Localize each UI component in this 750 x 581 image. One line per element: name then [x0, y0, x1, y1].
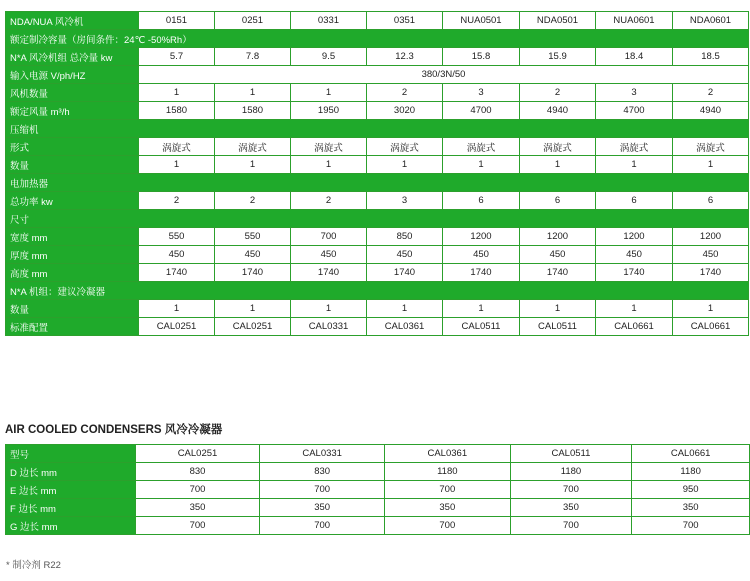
value-cell: 450: [596, 246, 673, 264]
value-cell: 1200: [596, 228, 673, 246]
spec-row-height: [6, 264, 749, 282]
value-cell: 涡旋式: [520, 138, 596, 156]
value-cell: 6: [443, 192, 520, 210]
value-cell: 4940: [520, 102, 596, 120]
value-cell: 700: [384, 517, 510, 535]
value-cell: 1: [291, 84, 367, 102]
value-cell: 1: [367, 300, 443, 318]
value-cell: 3020: [367, 102, 443, 120]
model-cell: CAL0361: [384, 445, 510, 463]
section-size-title: 尺寸: [6, 210, 749, 228]
value-cell: 18.5: [673, 48, 749, 66]
section-condenser-title: N*A 机组：建议冷凝器: [6, 282, 749, 300]
value-cell: 3: [596, 84, 673, 102]
value-cell: 1: [596, 156, 673, 174]
row-label: 额定风量 m³/h: [6, 102, 139, 120]
value-cell: 1: [673, 300, 749, 318]
value-cell: 1740: [673, 264, 749, 282]
model-cell: CAL0661: [632, 445, 750, 463]
value-cell: 1740: [291, 264, 367, 282]
value-cell: 700: [135, 517, 260, 535]
model-cell: 0331: [291, 12, 367, 30]
value-cell: CAL0331: [291, 318, 367, 336]
value-cell: 700: [632, 517, 750, 535]
value-cell: 350: [510, 499, 632, 517]
model-cell: 0251: [215, 12, 291, 30]
condenser-row: [6, 499, 750, 517]
spec-row-airflow: [6, 102, 749, 120]
row-label: 宽度 mm: [6, 228, 139, 246]
value-cell: 700: [260, 517, 385, 535]
model-cell: NUA0501: [443, 12, 520, 30]
model-cell: NUA0601: [596, 12, 673, 30]
value-cell: 850: [367, 228, 443, 246]
value-cell: 350: [632, 499, 750, 517]
value-cell: CAL0251: [215, 318, 291, 336]
value-cell: 1: [443, 300, 520, 318]
value-cell: 1740: [139, 264, 215, 282]
value-cell: 6: [673, 192, 749, 210]
value-cell: CAL0511: [443, 318, 520, 336]
value-cell: 15.9: [520, 48, 596, 66]
value-cell: 1180: [510, 463, 632, 481]
value-cell: 2: [215, 192, 291, 210]
spec-row-comp-qty: [6, 156, 749, 174]
condenser-row: [6, 463, 750, 481]
value-cell: 550: [215, 228, 291, 246]
section-row: [6, 174, 749, 192]
value-cell: 9.5: [291, 48, 367, 66]
condenser-row: [6, 481, 750, 499]
row-label: 输入电源 V/ph/HZ: [6, 66, 139, 84]
model-cell: CAL0251: [135, 445, 260, 463]
value-cell: 700: [135, 481, 260, 499]
value-cell: 350: [384, 499, 510, 517]
value-cell: 450: [139, 246, 215, 264]
condenser-row: [6, 517, 750, 535]
value-cell: 450: [367, 246, 443, 264]
value-cell: 1180: [632, 463, 750, 481]
value-cell: 830: [260, 463, 385, 481]
value-cell: 1950: [291, 102, 367, 120]
section-row: [6, 282, 749, 300]
row-label: E 边长 mm: [6, 481, 136, 499]
value-cell: 1: [443, 156, 520, 174]
value-cell: 1: [673, 156, 749, 174]
value-cell: 涡旋式: [596, 138, 673, 156]
refrigerant-footnote: * 制冷剂 R22: [6, 560, 61, 571]
value-cell: 450: [520, 246, 596, 264]
model-cell: NDA0601: [673, 12, 749, 30]
value-cell: 450: [443, 246, 520, 264]
value-cell: 700: [260, 481, 385, 499]
row-label: 形式: [6, 138, 139, 156]
value-cell: 450: [215, 246, 291, 264]
spec-row-heater-power: [6, 192, 749, 210]
row-label: 高度 mm: [6, 264, 139, 282]
value-cell: 2: [367, 84, 443, 102]
value-cell: 700: [291, 228, 367, 246]
value-cell: 1180: [384, 463, 510, 481]
section-row: [6, 210, 749, 228]
section-row: [6, 30, 749, 48]
section-row: [6, 120, 749, 138]
value-cell: 1740: [367, 264, 443, 282]
value-cell: 2: [139, 192, 215, 210]
value-cell: 1740: [443, 264, 520, 282]
model-cell: NDA0501: [520, 12, 596, 30]
value-cell: 450: [291, 246, 367, 264]
value-cell: 1580: [215, 102, 291, 120]
value-cell: 涡旋式: [367, 138, 443, 156]
value-cell: 1740: [520, 264, 596, 282]
value-cell: 7.8: [215, 48, 291, 66]
model-cell: CAL0511: [510, 445, 632, 463]
spec-row-cond-qty: [6, 300, 749, 318]
condensers-heading: AIR COOLED CONDENSERS 风冷冷凝器: [5, 424, 223, 436]
model-cell: 0151: [139, 12, 215, 30]
value-cell: 950: [632, 481, 750, 499]
value-cell: 700: [510, 517, 632, 535]
spec-row-depth: [6, 246, 749, 264]
spec-row-fans: [6, 84, 749, 102]
unit-spec-table: [5, 11, 749, 336]
section-heater-title: 电加热器: [6, 174, 749, 192]
value-cell: 1: [139, 300, 215, 318]
value-cell: 涡旋式: [215, 138, 291, 156]
value-cell: 2: [520, 84, 596, 102]
row-label: D 边长 mm: [6, 463, 136, 481]
value-cell: 700: [384, 481, 510, 499]
model-cell: CAL0331: [260, 445, 385, 463]
value-cell: 450: [673, 246, 749, 264]
row-label: 标准配置: [6, 318, 139, 336]
row-label: 数量: [6, 156, 139, 174]
value-cell: 1200: [443, 228, 520, 246]
value-cell: CAL0361: [367, 318, 443, 336]
value-cell: 涡旋式: [139, 138, 215, 156]
value-cell: 5.7: [139, 48, 215, 66]
value-cell: 4940: [673, 102, 749, 120]
value-cell: 1: [139, 84, 215, 102]
value-cell: 6: [520, 192, 596, 210]
spec-row-standard: [6, 318, 749, 336]
row-label: F 边长 mm: [6, 499, 136, 517]
value-cell: 2: [291, 192, 367, 210]
value-cell: 涡旋式: [443, 138, 520, 156]
value-cell: 350: [135, 499, 260, 517]
row-label: 风机数量: [6, 84, 139, 102]
spec-row-cooling: [6, 48, 749, 66]
row-label: 厚度 mm: [6, 246, 139, 264]
condenser-header-row: [6, 445, 750, 463]
value-cell: 1740: [596, 264, 673, 282]
value-cell: 3: [443, 84, 520, 102]
value-cell: 1: [291, 156, 367, 174]
value-cell: 1740: [215, 264, 291, 282]
value-cell: CAL0251: [139, 318, 215, 336]
value-cell: CAL0511: [520, 318, 596, 336]
value-cell: 涡旋式: [673, 138, 749, 156]
section-capacity-title: 额定制冷容量（房间条件：24℃ -50%Rh）: [6, 30, 749, 48]
value-cell: 700: [510, 481, 632, 499]
spec-row-width: [6, 228, 749, 246]
value-cell: 4700: [596, 102, 673, 120]
value-cell: 1: [215, 156, 291, 174]
spec-row-form: [6, 138, 749, 156]
value-cell: 4700: [443, 102, 520, 120]
value-cell: 550: [139, 228, 215, 246]
value-cell: 2: [673, 84, 749, 102]
condenser-table: [5, 444, 750, 535]
value-cell: 380/3N/50: [139, 66, 749, 84]
model-label: NDA/NUA 风冷机: [6, 12, 139, 30]
value-cell: 18.4: [596, 48, 673, 66]
section-compressor-title: 压缩机: [6, 120, 749, 138]
value-cell: 6: [596, 192, 673, 210]
spec-row-power: [6, 66, 749, 84]
row-label: 数量: [6, 300, 139, 318]
value-cell: 1580: [139, 102, 215, 120]
value-cell: 830: [135, 463, 260, 481]
value-cell: 350: [260, 499, 385, 517]
value-cell: 1: [139, 156, 215, 174]
value-cell: CAL0661: [673, 318, 749, 336]
model-cell: 0351: [367, 12, 443, 30]
model-label: 型号: [6, 445, 136, 463]
value-cell: 1: [367, 156, 443, 174]
row-label: 总功率 kw: [6, 192, 139, 210]
value-cell: 1200: [520, 228, 596, 246]
value-cell: 12.3: [367, 48, 443, 66]
value-cell: 1: [596, 300, 673, 318]
value-cell: 3: [367, 192, 443, 210]
value-cell: 1: [215, 84, 291, 102]
value-cell: 1: [520, 300, 596, 318]
value-cell: 15.8: [443, 48, 520, 66]
row-label: G 边长 mm: [6, 517, 136, 535]
value-cell: CAL0661: [596, 318, 673, 336]
value-cell: 1: [520, 156, 596, 174]
value-cell: 1: [291, 300, 367, 318]
value-cell: 1200: [673, 228, 749, 246]
value-cell: 涡旋式: [291, 138, 367, 156]
row-label: N*A 风冷机组 总冷量 kw: [6, 48, 139, 66]
value-cell: 1: [215, 300, 291, 318]
header-row: [6, 12, 749, 30]
